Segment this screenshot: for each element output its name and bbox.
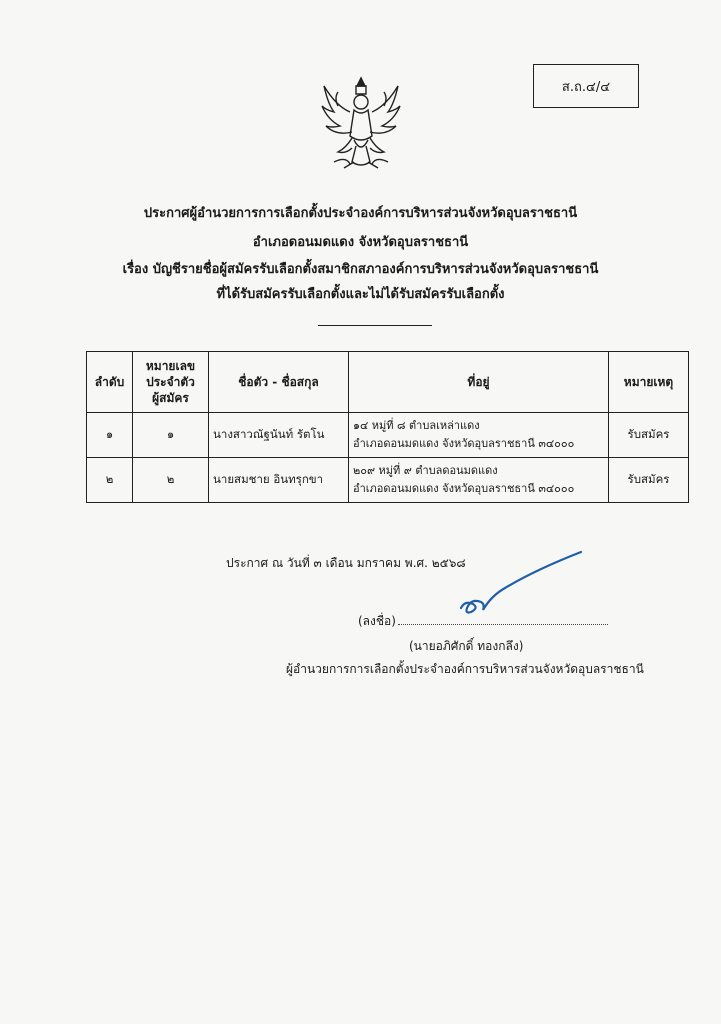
cell-remark: รับสมัคร	[609, 413, 689, 458]
address-line-1: ๑๔ หมู่ที่ ๘ ตำบลเหล่าแดง	[353, 419, 480, 432]
header-number-line-1: หมายเลข	[145, 359, 196, 373]
table-header-row	[87, 352, 689, 413]
signer-title: ผู้อำนวยการการเลือกตั้งประจำองค์การบริหารส่วนจังหวัดอุบลราชธานี	[286, 662, 644, 676]
address-line-2: อำเภอดอนมดแดง จังหวัดอุบลราชธานี ๓๔๐๐๐	[353, 437, 575, 450]
form-code: ส.ถ.๔/๔	[561, 79, 611, 95]
address-line-1: ๒๐๙ หมู่ที่ ๙ ตำบลดอนมดแดง	[353, 464, 498, 477]
cell-remark: รับสมัคร	[609, 458, 689, 503]
heading-divider	[318, 325, 432, 326]
heading-line-1: ประกาศผู้อำนวยการการเลือกตั้งประจำองค์การบริหารส่วนจังหวัดอุบลราชธานี	[143, 206, 578, 221]
address-line-2: อำเภอดอนมดแดง จังหวัดอุบลราชธานี ๓๔๐๐๐	[353, 482, 575, 495]
table-row	[87, 458, 689, 503]
header-number-line-3: ผู้สมัคร	[152, 391, 189, 405]
cell-number: ๒	[133, 458, 209, 503]
cell-order: ๑	[87, 413, 133, 458]
cell-name: นางสาวณัฐนันท์ รัตโน	[209, 413, 349, 458]
cell-address	[349, 413, 609, 458]
garuda-emblem	[318, 72, 404, 176]
signature-line	[358, 612, 608, 631]
header-name: ชื่อตัว - ชื่อสกุล	[209, 352, 349, 413]
header-order: ลำดับ	[87, 352, 133, 413]
header-address: ที่อยู่	[349, 352, 609, 413]
signature-dotted-line	[398, 613, 608, 625]
heading-line-3: เรื่อง บัญชีรายชื่อผู้สมัครรับเลือกตั้งสมาชิกสภาองค์การบริหารส่วนจังหวัดอุบลราชธานี	[122, 262, 599, 277]
handwritten-signature	[455, 542, 585, 622]
cell-number: ๑	[133, 413, 209, 458]
form-code-box	[533, 64, 639, 108]
signer-name: (นายอภิศักดิ์ ทองกลึง)	[409, 639, 524, 653]
cell-name: นายสมชาย อินทรุกขา	[209, 458, 349, 503]
header-number	[133, 352, 209, 413]
header-remark: หมายเหตุ	[609, 352, 689, 413]
cell-order: ๒	[87, 458, 133, 503]
header-number-line-2: ประจำตัว	[146, 375, 195, 389]
signature-label: (ลงชื่อ)	[358, 614, 396, 628]
heading-line-2: อำเภอดอนมดแดง จังหวัดอุบลราชธานี	[252, 235, 469, 250]
cell-address	[349, 458, 609, 503]
heading-line-4: ที่ได้รับสมัครรับเลือกตั้งและไม่ได้รับสมัครรับเลือกตั้ง	[216, 287, 505, 302]
table-row	[87, 413, 689, 458]
announce-date: ประกาศ ณ วันที่ ๓ เดือน มกราคม พ.ศ. ๒๕๖๘	[226, 556, 466, 570]
candidates-table	[86, 351, 689, 503]
